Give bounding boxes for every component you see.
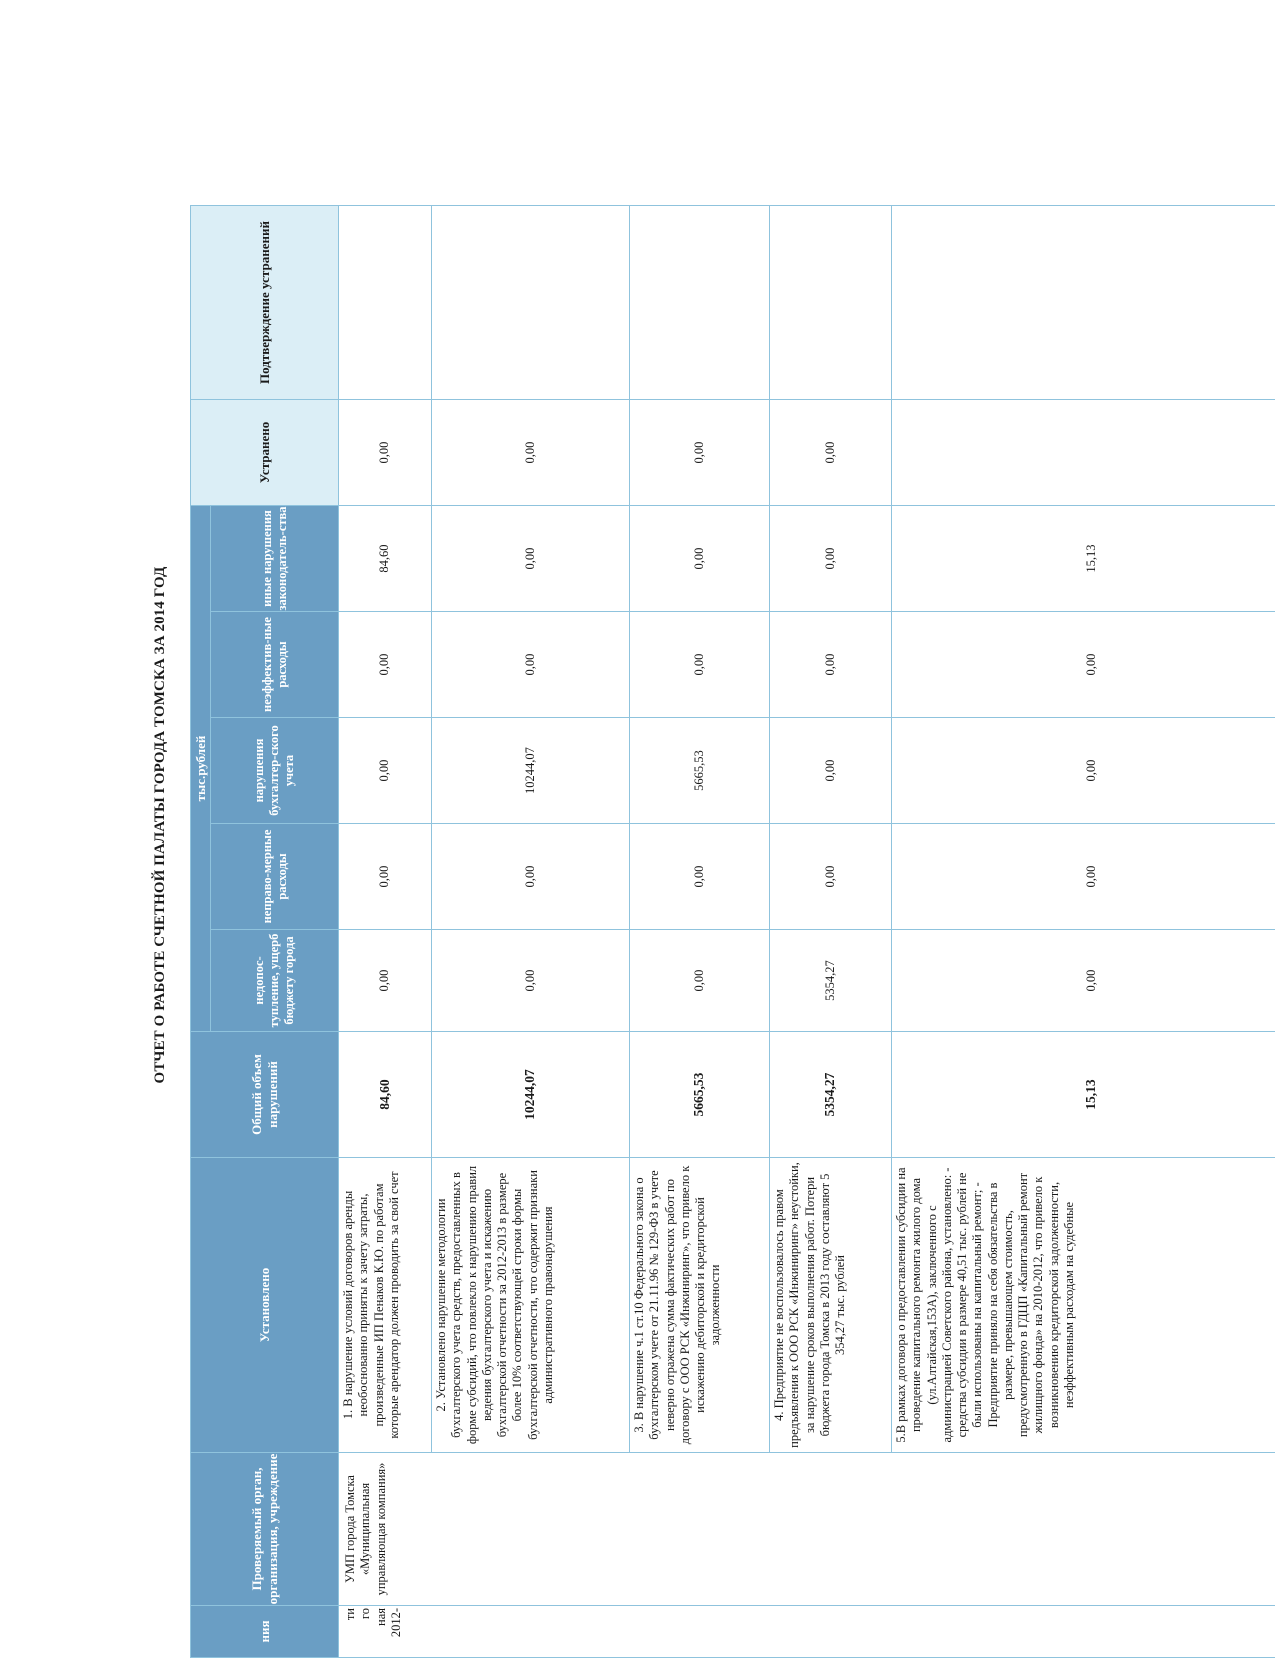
total-value: 5354,27 [770, 1032, 892, 1158]
header-established: Установлено [191, 1158, 339, 1453]
prev-fragment-line: ти [343, 1608, 358, 1655]
table-row [630, 206, 770, 1658]
header-confirmation: Подтверждение устранений [191, 206, 339, 400]
other-value: 15,13 [892, 506, 1275, 612]
header-other: иные нарушения законодатель-ства [211, 506, 339, 612]
header-total: Общий объем нарушений [191, 1032, 339, 1158]
established-text: 2. Установлено нарушение методологии бухгалтерского учета средств, предоставленных в форме субсидий, что повлекло к нарушению правил ведения бухгалтерского учета и искажению бухгалтерской отчетности за 2012-2013 в размере более 10% соответствующей строки формы бухгалтерской отчетности, что содержит признаки административного правонарушения [432, 1158, 630, 1453]
header-eliminated: Устранено [191, 400, 339, 506]
other-value: 0,00 [770, 506, 892, 612]
total-value: 5665,53 [630, 1032, 770, 1158]
other-value: 0,00 [432, 506, 630, 612]
table-row [339, 206, 432, 1658]
established-text: 5.В рамках договора о предоставлении субсидии на проведение капитального ремонта жилого дома (ул.Алтайская,153А), заключенного с администрацией Советского района, установлено: - средства субсидии в размере 40,51 тыс. рублей не были использованы на капитальный ремонт; - Предприятие приняло на себя обязательства в размере, превышающем стоимость, предусмотренную в ГДЦП «Капитальный ремонт жилищного фонда» на 2010-2012, что привело к возникновению кредиторской задолженности, неэффективным расходам на судебные [892, 1158, 1275, 1453]
eliminated-value: 0,00 [770, 400, 892, 506]
header-ineffective: неэффектив-ные расходы [211, 612, 339, 718]
other-value: 84,60 [339, 506, 432, 612]
improper-value: 0,00 [432, 824, 630, 930]
eliminated-value: 0,00 [630, 400, 770, 506]
eliminated-value: 0,00 [432, 400, 630, 506]
improper-value: 0,00 [892, 824, 1275, 930]
established-text: 4. Предприятие не воспользовалось правом предъявления к ООО РСК «Инжиниринг» неустойки, за нарушение сроков выполнения работ. Потери бюджета города Томска в 2013 году составляют 5 354,27 тыс. рублей [770, 1158, 892, 1453]
ineffective-value: 0,00 [432, 612, 630, 718]
confirmation-value [432, 206, 630, 400]
header-prev-column: ния [191, 1606, 339, 1658]
accounting-value: 10244,07 [432, 718, 630, 824]
improper-value: 0,00 [770, 824, 892, 930]
shortfall-value: 0,00 [630, 930, 770, 1032]
prev-fragment-line: ная [374, 1608, 389, 1655]
table-row [892, 206, 1275, 1658]
table-row [770, 206, 892, 1658]
established-text: 1. В нарушение условий договоров аренды необоснованно приняты к зачету затраты, произведенные ИП Пенаков К.Ю. по работам которые арендатор должен проводить за свой счет [339, 1158, 432, 1453]
confirmation-value [630, 206, 770, 400]
confirmation-value [892, 206, 1275, 400]
confirmation-value [339, 206, 432, 400]
eliminated-value: 0,00 [339, 400, 432, 506]
header-org: Проверяемый орган, организация, учреждение [191, 1453, 339, 1606]
accounting-value: 0,00 [770, 718, 892, 824]
ineffective-value: 0,00 [770, 612, 892, 718]
established-text: 3. В нарушение ч.1 ст.10 Федерального закона о бухгалтерском учете от 21.11.96 № 129-ФЗ в учете неверно отражена сумма фактических работ по договору с ООО РСК «Инжиниринг», что привело к искажению дебиторской и кредиторской задолженности [630, 1158, 770, 1453]
accounting-value: 5665,53 [630, 718, 770, 824]
confirmation-value [770, 206, 892, 400]
prev-fragment-line: 2012- [389, 1608, 404, 1655]
prev-fragment-line: го [358, 1608, 373, 1655]
improper-value: 0,00 [630, 824, 770, 930]
header-group-thousand-rubles: тыс.рублей [191, 506, 211, 1032]
shortfall-value: 0,00 [432, 930, 630, 1032]
accounting-value: 0,00 [892, 718, 1275, 824]
header-accounting: нарушения бухгалтер-ского учета [211, 718, 339, 824]
ineffective-value: 0,00 [630, 612, 770, 718]
shortfall-value: 0,00 [339, 930, 432, 1032]
header-improper: неправо-мерные расходы [211, 824, 339, 930]
eliminated-value [892, 400, 1275, 506]
ineffective-value: 0,00 [892, 612, 1275, 718]
total-value: 10244,07 [432, 1032, 630, 1158]
header-shortfall: недопос-тупление, ущерб бюджету города [211, 930, 339, 1032]
table-row [432, 206, 630, 1658]
org-name: УМП города Томска «Муниципальная управляющая компания» [339, 1453, 1275, 1606]
shortfall-value: 5354,27 [770, 930, 892, 1032]
other-value: 0,00 [630, 506, 770, 612]
accounting-value: 0,00 [339, 718, 432, 824]
total-value: 84,60 [339, 1032, 432, 1158]
violations-table [190, 205, 1275, 1658]
total-value: 15,13 [892, 1032, 1275, 1158]
ineffective-value: 0,00 [339, 612, 432, 718]
report-title: ОТЧЕТ О РАБОТЕ СЧЕТНОЙ ПАЛАТЫ ГОРОДА ТОМСКА ЗА 2014 ГОД [152, 0, 172, 1650]
shortfall-value: 0,00 [892, 930, 1275, 1032]
improper-value: 0,00 [339, 824, 432, 930]
